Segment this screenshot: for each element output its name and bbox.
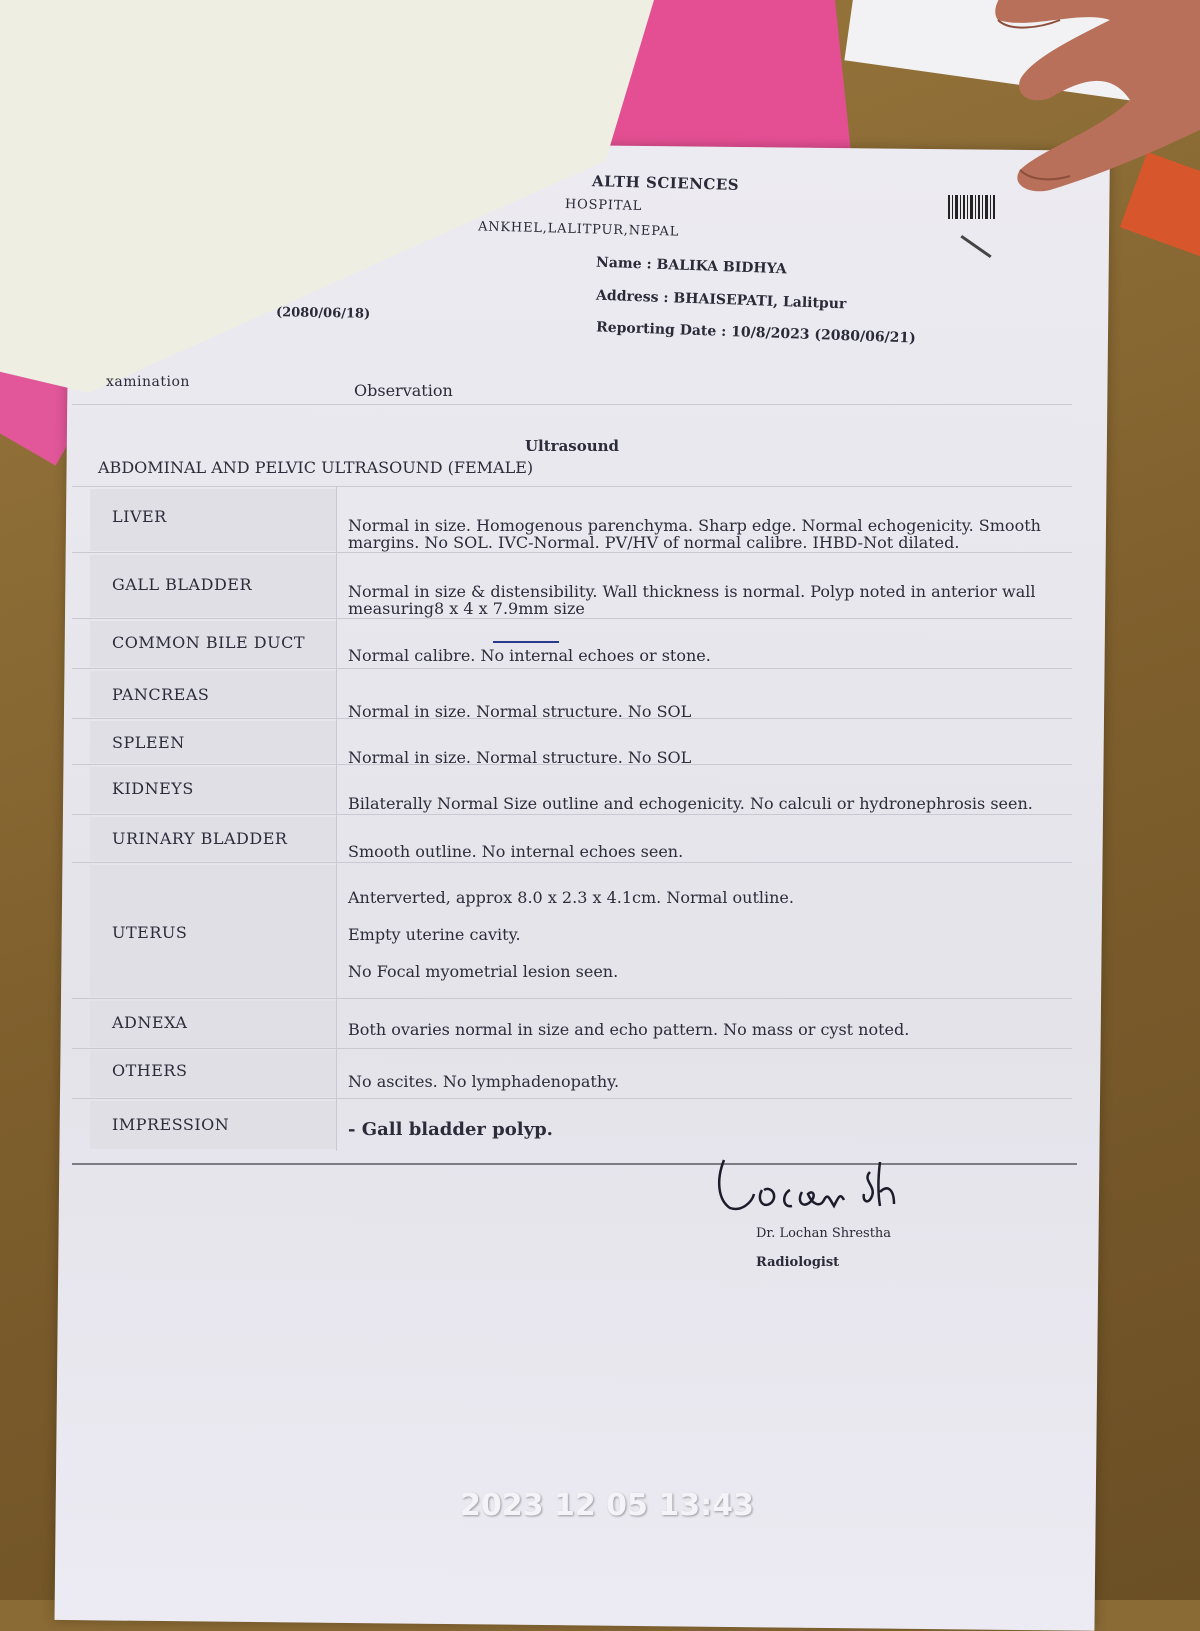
table-bottom-rule xyxy=(72,1163,1077,1165)
observation-text: Normal in size & distensibility. Wall thickness is normal. Polyp noted in anterior wall measuring8 x 4 x 7.9mm size xyxy=(348,582,1036,618)
study-title: ABDOMINAL AND PELVIC ULTRASOUND (FEMALE) xyxy=(98,458,534,477)
organ-label: GALL BLADDER xyxy=(112,575,252,594)
patient-address: Address : BHAISEPATI, Lalitpur xyxy=(595,287,847,313)
table-row xyxy=(72,552,1072,619)
observation-text: Normal in size. Normal structure. No SOL xyxy=(348,702,692,721)
table-row xyxy=(72,1048,1072,1099)
table-row xyxy=(72,1098,1072,1151)
patient-name: Name : BALIKA BIDHYA xyxy=(595,254,787,278)
radiologist-name: Dr. Lochan Shrestha xyxy=(756,1226,892,1241)
observation-text: Bilaterally Normal Size outline and echogenicity. No calculi or hydronephrosis seen. xyxy=(348,794,1033,813)
organ-label: UTERUS xyxy=(112,923,188,942)
observation-header: Observation xyxy=(354,381,453,400)
organ-label: ADNEXA xyxy=(112,1013,188,1032)
institution-name: ALTH SCIENCES xyxy=(591,172,740,194)
table-row xyxy=(72,718,1072,765)
table-row xyxy=(72,998,1072,1049)
organ-label: LIVER xyxy=(112,507,167,526)
observation-text: Empty uterine cavity. xyxy=(348,925,521,944)
examination-header: xamination xyxy=(106,374,190,390)
organ-label: COMMON BILE DUCT xyxy=(112,633,306,652)
handwritten-signature xyxy=(712,1150,912,1220)
table-row xyxy=(72,764,1072,815)
observation-text: Anterverted, approx 8.0 x 2.3 x 4.1cm. Normal outline. xyxy=(348,888,794,907)
pen-underline xyxy=(493,641,559,643)
observation-text: Both ovaries normal in size and echo pattern. No mass or cyst noted. xyxy=(348,1020,910,1039)
radiologist-title: Radiologist xyxy=(756,1255,840,1270)
observation-text: No ascites. No lymphadenopathy. xyxy=(348,1072,620,1091)
hospital-location: ANKHEL,LALITPUR,NEPAL xyxy=(477,219,680,240)
table-row xyxy=(72,668,1072,719)
photo-timestamp: 2023 12 05 13:43 xyxy=(460,1488,754,1523)
hand xyxy=(960,0,1200,210)
table-row xyxy=(72,486,1072,553)
table-row xyxy=(72,618,1072,669)
bs-date: (2080/06/18) xyxy=(275,305,371,322)
observation-text: No Focal myometrial lesion seen. xyxy=(348,962,619,981)
observation-text: Normal calibre. No internal echoes or stone. xyxy=(348,646,711,665)
organ-label: SPLEEN xyxy=(112,733,185,752)
table-row xyxy=(72,862,1072,999)
organ-label: PANCREAS xyxy=(112,685,210,704)
observation-text: Normal in size. Homogenous parenchyma. Sharp edge. Normal echogenicity. Smooth margins. No SOL. IVC-Normal. PV/HV of normal calibre. IHBD-Not dilated. xyxy=(348,516,1041,552)
section-title: Ultrasound xyxy=(524,437,620,455)
observation-text: Normal in size. Normal structure. No SOL xyxy=(348,748,692,767)
table-row xyxy=(72,814,1072,863)
observation-text: Smooth outline. No internal echoes seen. xyxy=(348,842,684,861)
reporting-date: Reporting Date : 10/8/2023 (2080/06/21) xyxy=(595,319,917,347)
organ-label: URINARY BLADDER xyxy=(112,829,288,848)
organ-label: OTHERS xyxy=(112,1061,188,1080)
column-header-row xyxy=(72,362,1072,404)
hospital-name: HOSPITAL xyxy=(564,196,643,215)
organ-label: KIDNEYS xyxy=(112,779,194,798)
organ-label: IMPRESSION xyxy=(112,1115,230,1134)
impression-text: - Gall bladder polyp. xyxy=(348,1119,553,1140)
